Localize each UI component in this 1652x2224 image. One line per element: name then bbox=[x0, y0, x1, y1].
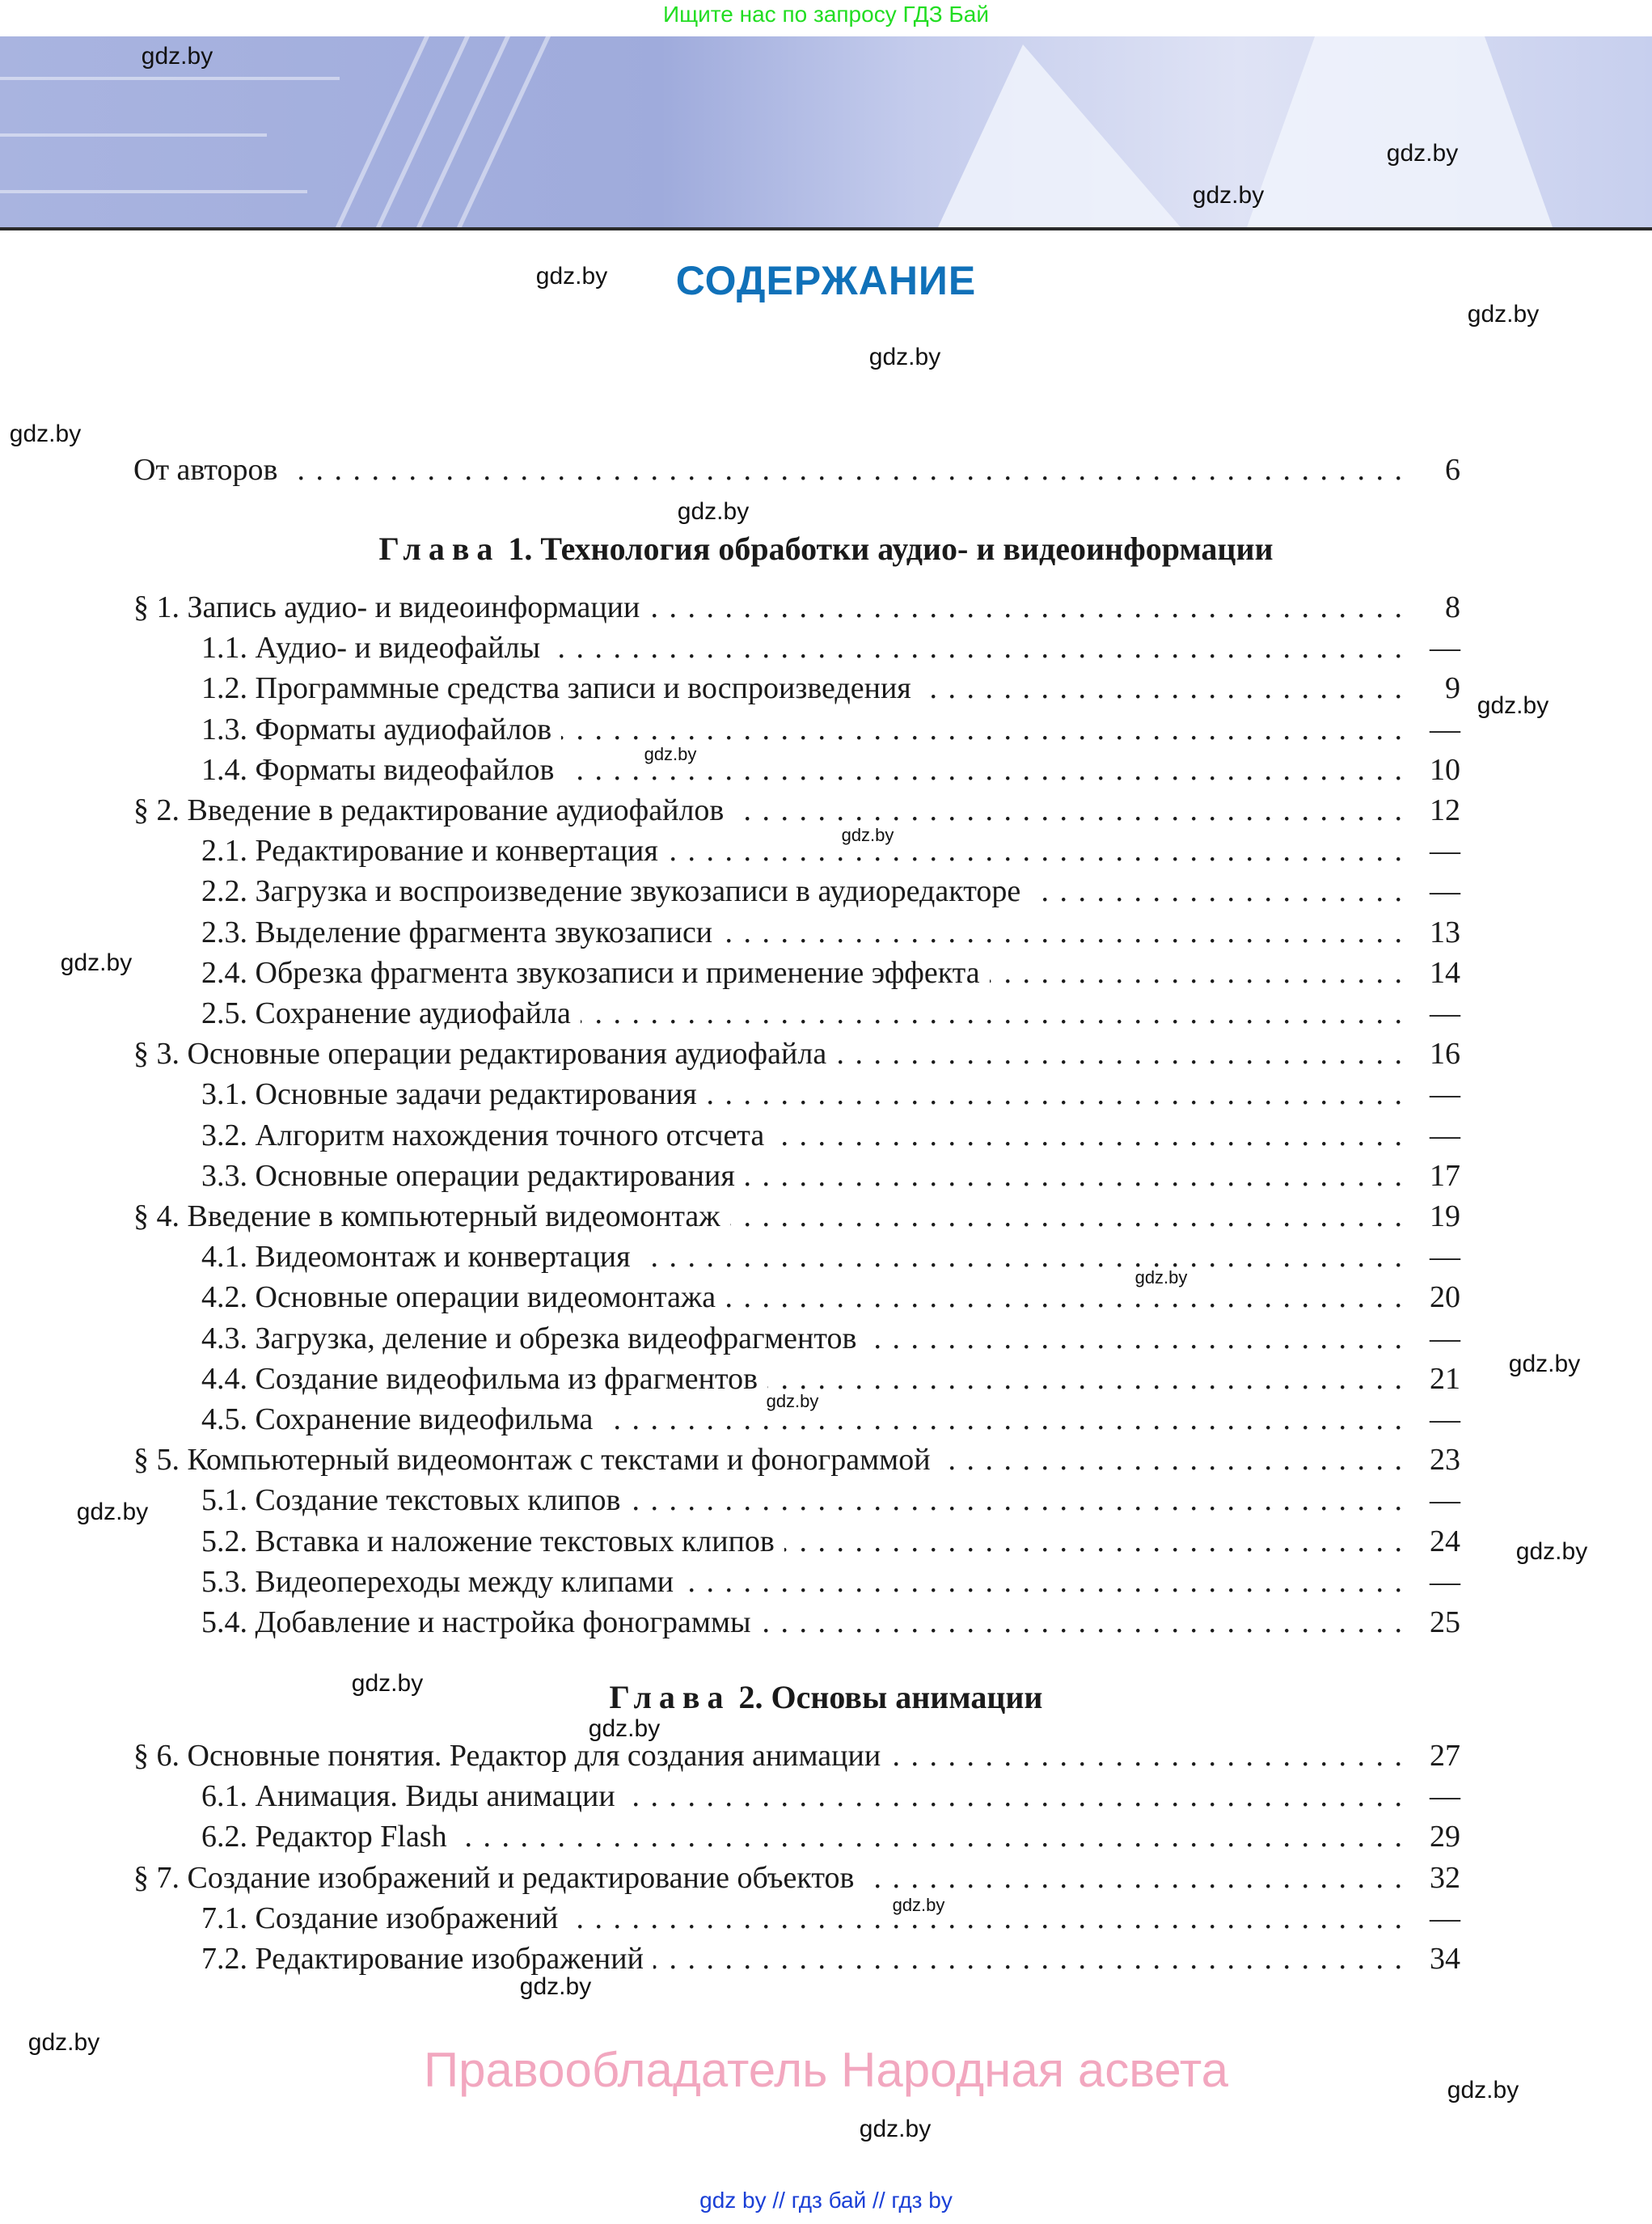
dot-leader bbox=[653, 1939, 1404, 1979]
toc-entry-label: 4.5. Сохранение видеофильма bbox=[201, 1402, 594, 1436]
toc-entry-label: 2.4. Обрезка фрагмента звукозаписи и применение эффекта bbox=[201, 955, 980, 990]
toc-entry-page: — bbox=[1430, 1118, 1460, 1152]
watermark: gdz.by bbox=[1467, 301, 1540, 328]
watermark: gdz.by bbox=[1477, 692, 1549, 719]
toc-entry-label: От авторов bbox=[133, 453, 278, 487]
watermark: gdz.by bbox=[60, 949, 133, 976]
toc-entry-label: 1.4. Форматы видеофайлов bbox=[201, 752, 555, 787]
toc-entry-label: 7.2. Редактирование изображений bbox=[201, 1942, 644, 1976]
toc-subsection[interactable] bbox=[201, 1277, 1460, 1317]
dot-leader bbox=[602, 1399, 1404, 1440]
chapter-title: 1. Технология обработки аудио- и видеоинформации bbox=[508, 531, 1274, 567]
toc-entry-page: — bbox=[1430, 631, 1460, 666]
watermark: gdz.by bbox=[351, 1670, 424, 1697]
toc-entry-label: 5.2. Вставка и наложение текстовых клипов bbox=[201, 1524, 775, 1558]
footer-links[interactable]: gdz by // гдз бай // гдз by bbox=[699, 2188, 953, 2213]
toc-entry-page: — bbox=[1430, 1564, 1460, 1599]
toc-subsection[interactable] bbox=[201, 993, 1460, 1034]
watermark: gdz.by bbox=[76, 1499, 149, 1525]
toc-entry-label: § 4. Введение в компьютерный видеомонтаж bbox=[133, 1199, 720, 1233]
toc-subsection[interactable] bbox=[201, 831, 1460, 871]
watermark: gdz.by bbox=[588, 1715, 661, 1742]
watermark: gdz.by bbox=[1508, 1351, 1581, 1377]
toc-entry-page: 32 bbox=[1430, 1860, 1460, 1895]
toc-entry-page: 17 bbox=[1430, 1158, 1460, 1193]
toc-entry-label: 7.1. Создание изображений bbox=[201, 1901, 559, 1935]
toc-section[interactable] bbox=[133, 790, 1460, 831]
toc-entry-preface[interactable] bbox=[133, 450, 1460, 490]
toc-entry-label: § 1. Запись аудио- и видеоинформации bbox=[133, 590, 640, 624]
toc-entry-label: 4.2. Основные операции видеомонтажа bbox=[201, 1280, 716, 1315]
toc-entry-label: 4.3. Загрузка, деление и обрезка видеофрагментов bbox=[201, 1321, 857, 1355]
toc-subsection[interactable] bbox=[201, 1898, 1460, 1939]
dot-leader bbox=[921, 668, 1404, 708]
toc-entry-label: 2.5. Сохранение аудиофайла bbox=[201, 996, 571, 1030]
dot-leader bbox=[725, 1277, 1404, 1317]
toc-entry-page: 27 bbox=[1430, 1739, 1460, 1773]
toc-subsection[interactable] bbox=[201, 1237, 1460, 1277]
toc-subsection[interactable] bbox=[201, 953, 1460, 993]
toc-subsection[interactable] bbox=[201, 1074, 1460, 1114]
toc-entry-page: 29 bbox=[1430, 1820, 1460, 1854]
dot-leader bbox=[940, 1440, 1404, 1480]
toc-subsection[interactable] bbox=[201, 668, 1460, 708]
toc-entry-page: — bbox=[1430, 996, 1460, 1030]
toc-entry-label: § 5. Компьютерный видеомонтаж с текстами и фонограммой bbox=[133, 1443, 931, 1478]
toc-subsection[interactable] bbox=[201, 1602, 1460, 1643]
dot-leader bbox=[1030, 871, 1404, 911]
dot-leader bbox=[707, 1074, 1404, 1114]
toc-subsection[interactable] bbox=[201, 1359, 1460, 1399]
dot-leader bbox=[457, 1816, 1404, 1857]
watermark: gdz.by bbox=[9, 421, 82, 447]
toc-entry-label: § 7. Создание изображений и редактирование объектов bbox=[133, 1860, 855, 1895]
toc-entry-page: — bbox=[1430, 834, 1460, 869]
toc-entry-page: 6 bbox=[1445, 453, 1460, 487]
watermark: gdz.by bbox=[841, 825, 894, 845]
toc-subsection[interactable] bbox=[201, 1562, 1460, 1602]
toc-subsection[interactable] bbox=[201, 1480, 1460, 1520]
dot-leader bbox=[287, 450, 1404, 490]
watermark: gdz.by bbox=[27, 2029, 100, 2056]
watermark: gdz.by bbox=[535, 263, 608, 290]
toc-section[interactable] bbox=[133, 1440, 1460, 1480]
dot-leader bbox=[890, 1736, 1404, 1776]
copyright-notice: Правообладатель Народная асвета bbox=[424, 2043, 1228, 2097]
toc-entry-label: § 2. Введение в редактирование аудиофайлов bbox=[133, 793, 725, 827]
dot-leader bbox=[761, 1602, 1404, 1643]
dot-leader bbox=[649, 587, 1404, 628]
toc-entry-page: — bbox=[1430, 1779, 1460, 1814]
chapter-prefix: Глава bbox=[609, 1679, 731, 1715]
toc-entry-page: — bbox=[1430, 712, 1460, 746]
toc-subsection[interactable] bbox=[201, 709, 1460, 750]
header-note: Ищите нас по запросу ГДЗ Бай bbox=[662, 2, 990, 27]
toc-entry-label: 6.2. Редактор Flash bbox=[201, 1820, 447, 1854]
toc-section[interactable] bbox=[133, 1736, 1460, 1776]
toc-entry-page: 19 bbox=[1430, 1199, 1460, 1233]
toc-entry-label: 5.4. Добавление и настройка фонограммы bbox=[201, 1605, 751, 1639]
toc-entry-page: 12 bbox=[1430, 793, 1460, 827]
toc-entry-page: 34 bbox=[1430, 1942, 1460, 1976]
dot-leader bbox=[581, 993, 1404, 1034]
toc-subsection[interactable] bbox=[201, 1521, 1460, 1562]
toc-section[interactable] bbox=[133, 1858, 1460, 1898]
toc-entry-page: — bbox=[1430, 1077, 1460, 1112]
toc-entry-label: 3.3. Основные операции редактирования bbox=[201, 1158, 735, 1193]
toc-entry-page: 16 bbox=[1430, 1037, 1460, 1072]
dot-leader bbox=[568, 1898, 1404, 1939]
dot-leader bbox=[745, 1156, 1404, 1196]
watermark: gdz.by bbox=[868, 344, 941, 370]
chapter-heading-1 bbox=[0, 530, 1652, 568]
chapter-heading-2 bbox=[0, 1678, 1652, 1716]
dot-leader bbox=[864, 1858, 1404, 1898]
watermark: gdz.by bbox=[644, 744, 697, 764]
toc-entry-page: — bbox=[1430, 1402, 1460, 1436]
toc-entry-label: 2.3. Выделение фрагмента звукозаписи bbox=[201, 915, 713, 949]
watermark: gdz.by bbox=[519, 1973, 592, 2000]
dot-leader bbox=[630, 1480, 1404, 1520]
toc-entry-label: 3.2. Алгоритм нахождения точного отсчета bbox=[201, 1118, 765, 1152]
toc-entry-page: — bbox=[1430, 1321, 1460, 1355]
toc-entry-label: 2.1. Редактирование и конвертация bbox=[201, 834, 658, 869]
watermark: gdz.by bbox=[1515, 1538, 1588, 1565]
chapter-title: 2. Основы анимации bbox=[738, 1679, 1043, 1715]
dot-leader bbox=[640, 1237, 1404, 1277]
toc-entry-label: § 3. Основные операции редактирования аудиофайла bbox=[133, 1037, 827, 1072]
watermark: gdz.by bbox=[1386, 140, 1459, 167]
toc-entry-label: 4.4. Создание видеофильма из фрагментов bbox=[201, 1361, 758, 1396]
banner-divider bbox=[0, 227, 1652, 230]
dot-leader bbox=[550, 628, 1404, 668]
toc-entry-page: — bbox=[1430, 1901, 1460, 1935]
toc-subsection[interactable] bbox=[201, 1156, 1460, 1196]
toc-subsection[interactable] bbox=[201, 628, 1460, 668]
toc-entry-page: 24 bbox=[1430, 1524, 1460, 1558]
watermark: gdz.by bbox=[141, 43, 213, 70]
dot-leader bbox=[730, 1196, 1404, 1237]
toc-entry-label: § 6. Основные понятия. Редактор для создания анимации bbox=[133, 1739, 881, 1773]
page-title: СОДЕРЖАНИЕ bbox=[675, 258, 977, 303]
toc-entry-label: 3.1. Основные задачи редактирования bbox=[201, 1077, 697, 1112]
watermark: gdz.by bbox=[1447, 2077, 1519, 2103]
toc-entry-label: 1.2. Программные средства записи и воспроизведения bbox=[201, 671, 911, 706]
toc-entry-page: 25 bbox=[1430, 1605, 1460, 1639]
toc-entry-page: 9 bbox=[1445, 671, 1460, 706]
dot-leader bbox=[722, 912, 1404, 953]
toc-entry-page: 8 bbox=[1445, 590, 1460, 624]
toc-entry-page: — bbox=[1430, 1240, 1460, 1275]
dot-leader bbox=[625, 1776, 1404, 1816]
dot-leader bbox=[836, 1034, 1404, 1074]
toc-entry-label: 4.1. Видеомонтаж и конвертация bbox=[201, 1240, 631, 1275]
toc-entry-page: — bbox=[1430, 874, 1460, 909]
toc-entry-label: 6.1. Анимация. Виды анимации bbox=[201, 1779, 615, 1814]
toc-subsection[interactable] bbox=[201, 1816, 1460, 1857]
chapter-prefix: Глава bbox=[378, 531, 501, 567]
dot-leader bbox=[784, 1521, 1404, 1562]
toc-section[interactable] bbox=[133, 587, 1460, 628]
toc-subsection[interactable] bbox=[201, 1939, 1460, 1979]
toc-entry-page: — bbox=[1430, 1483, 1460, 1518]
dot-leader bbox=[866, 1318, 1404, 1359]
watermark: gdz.by bbox=[677, 498, 750, 525]
toc-section[interactable] bbox=[133, 1034, 1460, 1074]
toc-entry-label: 5.1. Создание текстовых клипов bbox=[201, 1483, 621, 1518]
watermark: gdz.by bbox=[1134, 1267, 1188, 1287]
toc-entry-page: 21 bbox=[1430, 1361, 1460, 1396]
toc-subsection[interactable] bbox=[201, 1776, 1460, 1816]
header-banner-image bbox=[0, 36, 1652, 227]
toc-entry-page: 23 bbox=[1430, 1443, 1460, 1478]
watermark: gdz.by bbox=[1192, 182, 1265, 209]
dot-leader bbox=[683, 1562, 1404, 1602]
toc-entry-label: 2.2. Загрузка и воспроизведение звукозаписи в аудиоредакторе bbox=[201, 874, 1021, 909]
toc-entry-page: 13 bbox=[1430, 915, 1460, 949]
dot-leader bbox=[990, 953, 1404, 993]
dot-leader bbox=[668, 831, 1404, 871]
watermark: gdz.by bbox=[859, 2116, 932, 2142]
toc-entry-page: 20 bbox=[1430, 1280, 1460, 1315]
toc-entry-label: 1.3. Форматы аудиофайлов bbox=[201, 712, 552, 746]
toc-subsection[interactable] bbox=[201, 1399, 1460, 1440]
toc-entry-page: 14 bbox=[1430, 955, 1460, 990]
toc-entry-page: 10 bbox=[1430, 752, 1460, 787]
toc-subsection[interactable] bbox=[201, 1115, 1460, 1156]
dot-leader bbox=[774, 1115, 1404, 1156]
toc-subsection[interactable] bbox=[201, 750, 1460, 790]
toc-subsection[interactable] bbox=[201, 871, 1460, 911]
toc-entry-label: 5.3. Видеопереходы между клипами bbox=[201, 1564, 674, 1599]
toc-section[interactable] bbox=[133, 1196, 1460, 1237]
dot-leader bbox=[767, 1359, 1404, 1399]
dot-leader bbox=[733, 790, 1404, 831]
toc-entry-label: 1.1. Аудио- и видеофайлы bbox=[201, 631, 541, 666]
toc-subsection[interactable] bbox=[201, 1318, 1460, 1359]
watermark: gdz.by bbox=[892, 1895, 945, 1915]
watermark: gdz.by bbox=[766, 1391, 819, 1411]
toc-subsection[interactable] bbox=[201, 912, 1460, 953]
